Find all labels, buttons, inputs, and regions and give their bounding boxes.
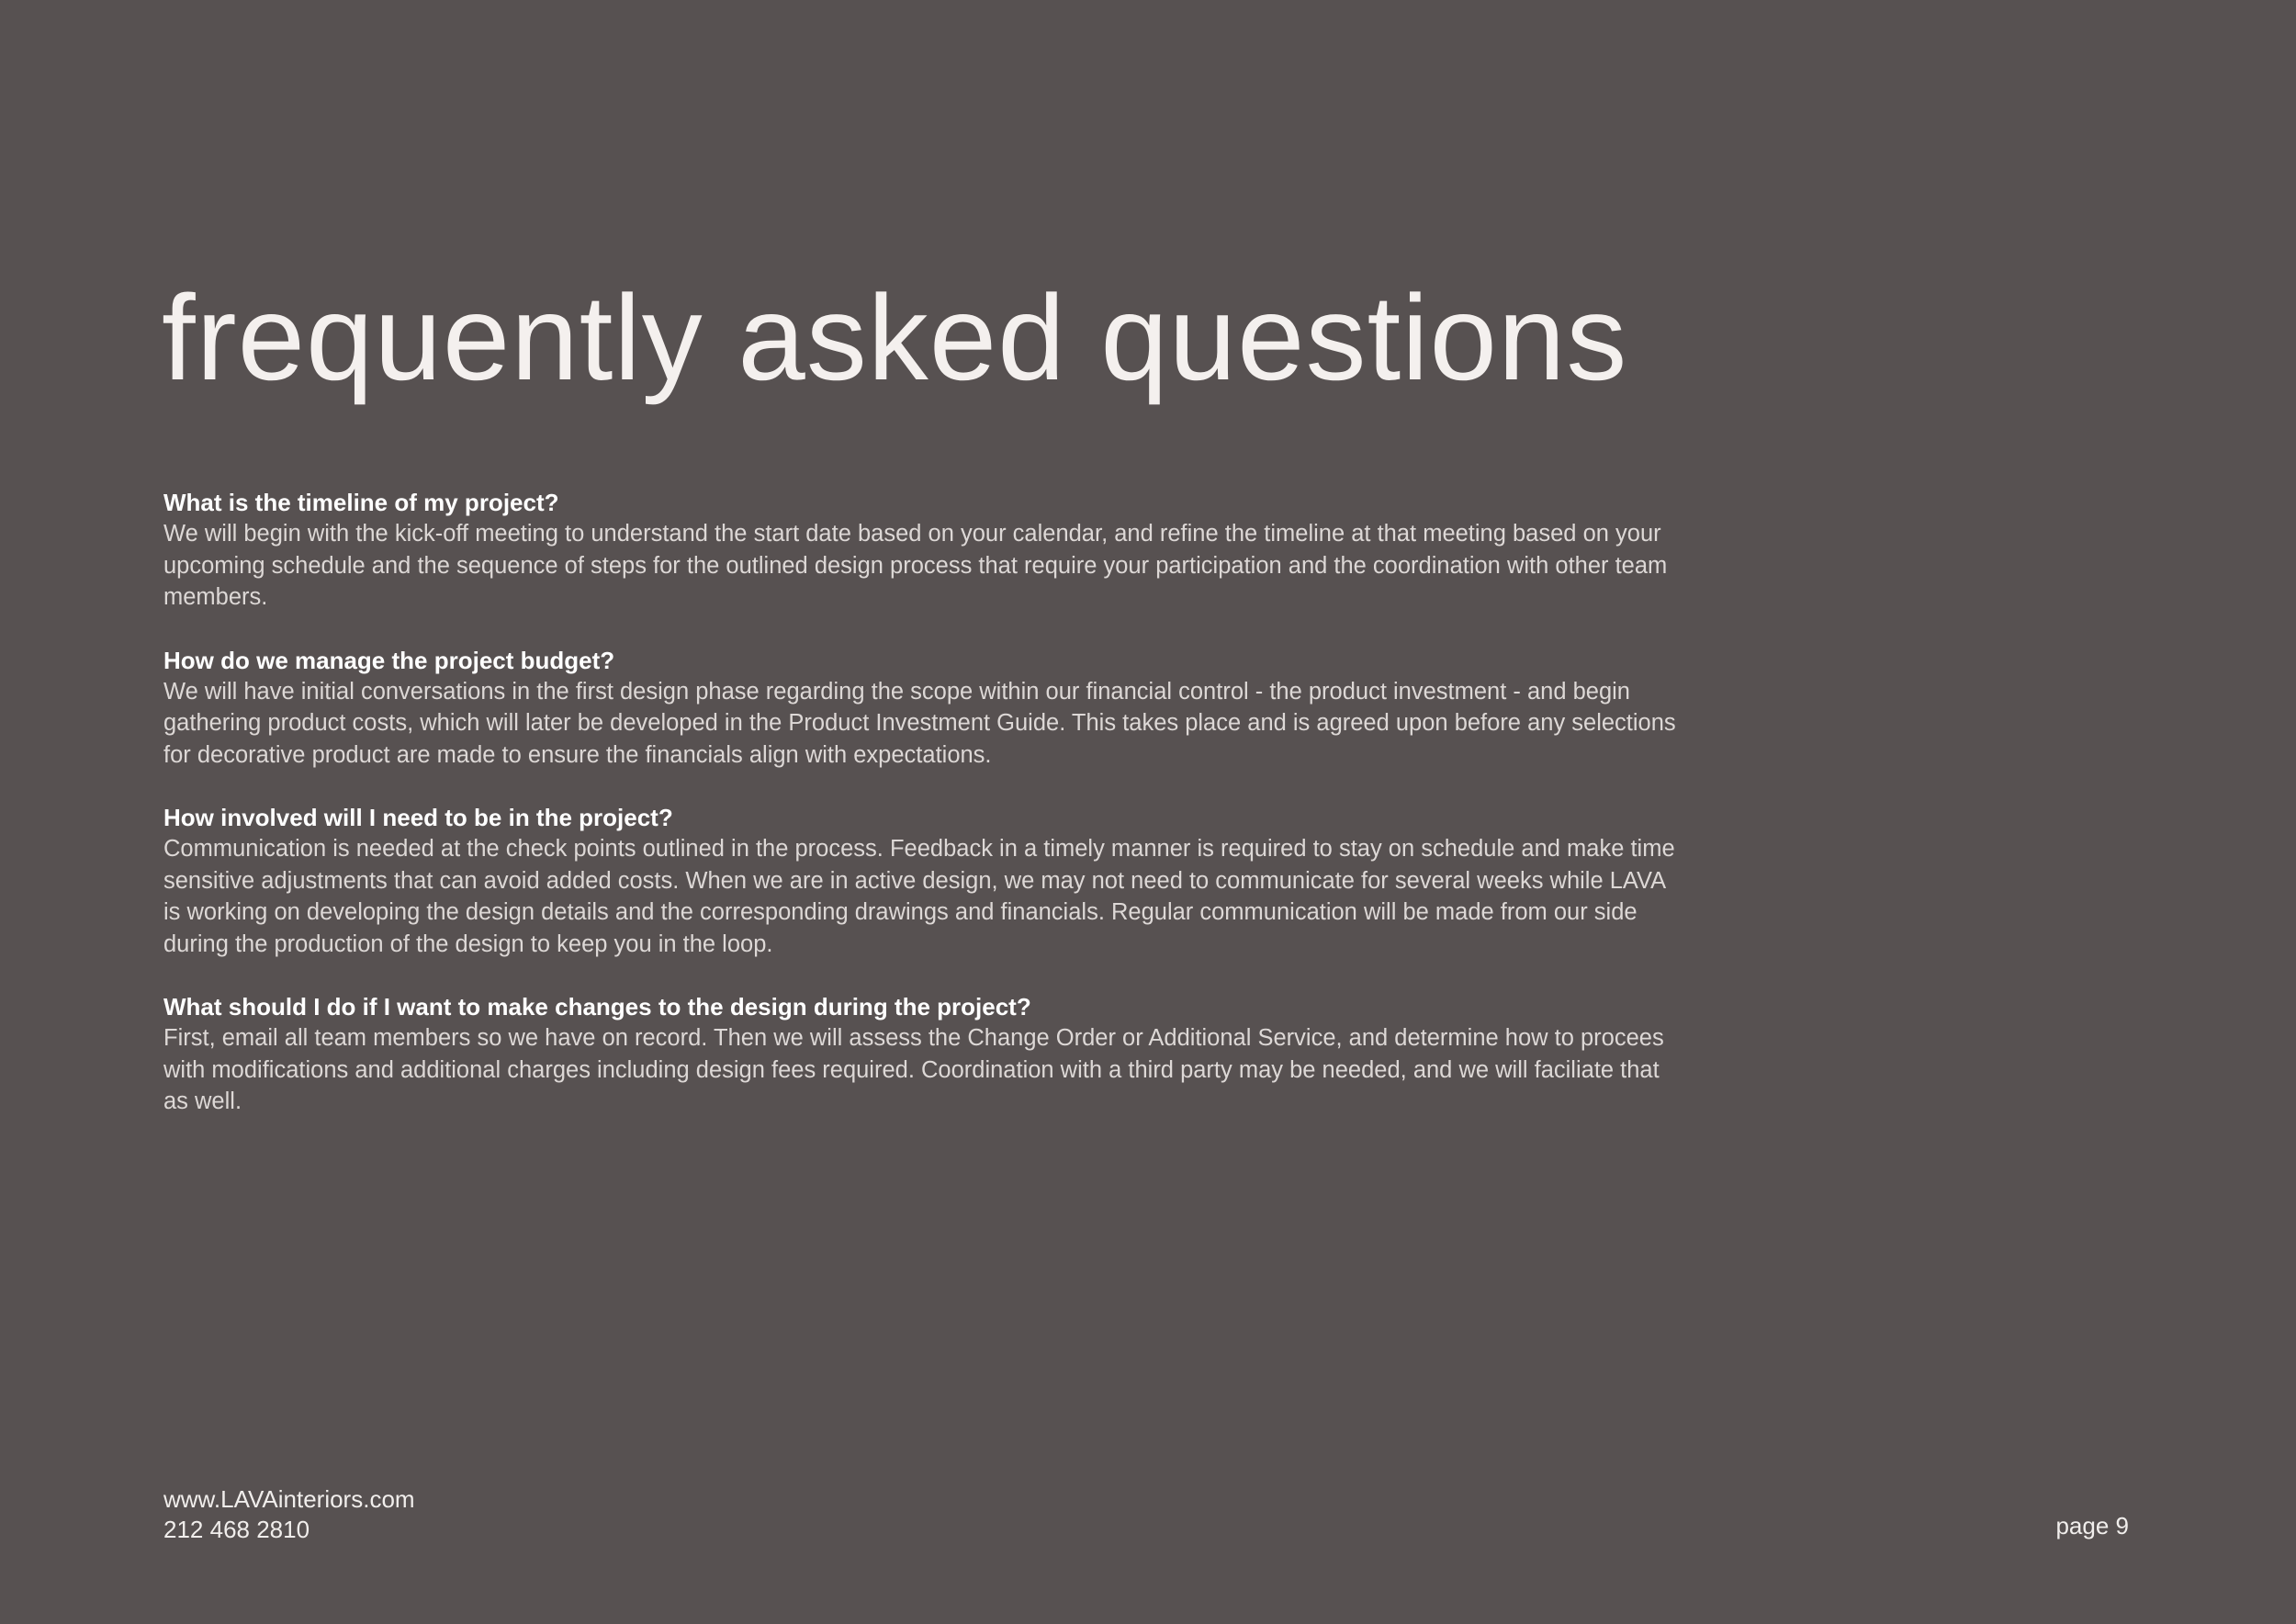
faq-item: [163, 991, 1688, 1118]
phone-number: 212 468 2810: [163, 1516, 310, 1543]
faq-item: [163, 487, 1688, 614]
faq-item: [163, 802, 1688, 960]
faq-answer: Communication is needed at the check points outlined in the process. Feedback in a timely manner is required to stay on schedule and make time sensitive adjustments that can avoid added costs. When we are in active design, we may not need to communicate for several weeks while LAVA is working on developing the design details and the corresponding drawings and financials. Regular communication will be made from our side during the production of the design to keep you in the loop.: [163, 836, 1675, 957]
faq-question: How do we manage the project budget?: [163, 646, 615, 674]
faq-question: How involved will I need to be in the project?: [163, 804, 673, 831]
faq-question: What should I do if I want to make changes to the design during the project?: [163, 993, 1031, 1021]
page-title: frequently asked questions: [162, 270, 1628, 405]
page-number: page 9: [2055, 1512, 2129, 1539]
footer-contact: [163, 1484, 415, 1545]
faq-answer: We will begin with the kick-off meeting to understand the start date based on your calendar, and refine the timeline at that meeting based on your upcoming schedule and the sequence of steps for the outlined design process that require your participation and the coordination with other team members.: [163, 521, 1668, 610]
faq-item: [163, 645, 1688, 772]
faq-question: What is the timeline of my project?: [163, 489, 559, 516]
faq-answer: First, email all team members so we have on record. Then we will assess the Change Order or Additional Service, and determine how to procees with modifications and additional charges including design fees required. Coordination with a third party may be needed, and we will faciliate that as well.: [163, 1025, 1664, 1114]
faq-answer: We will have initial conversations in the first design phase regarding the scope within our financial control - the product investment - and begin gathering product costs, which will later be developed in the Product Investment Guide. This takes place and is agreed upon before any selections for decorative product are made to ensure the financials align with expectations.: [163, 678, 1676, 768]
faq-list: [163, 487, 1688, 1149]
website-link[interactable]: www.LAVAinteriors.com: [163, 1485, 415, 1513]
